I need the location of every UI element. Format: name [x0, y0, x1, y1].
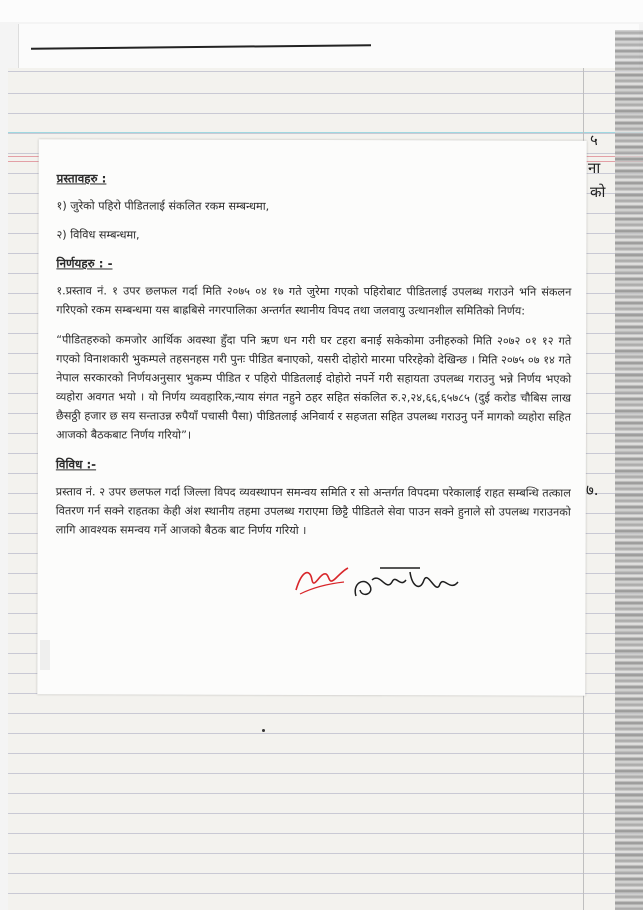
decisions-heading: निर्णयहरु : -: [56, 256, 113, 271]
margin-note: ५: [590, 131, 598, 149]
pasted-minutes-sheet: [37, 139, 586, 695]
proposal-item: २) विविध सम्बन्धमा,: [56, 228, 140, 242]
proposals-heading: प्रस्तावहरु :: [56, 171, 107, 186]
back-sheet-rule: [31, 44, 371, 50]
proposal-item: १) जुरेको पहिरो पीडितलाई संकलित रकम सम्बन्धमा,: [56, 199, 270, 213]
ledger-cyan-line: [8, 132, 643, 133]
misc-decision: प्रस्ताव नं. २ उपर छलफल गर्दा जिल्ला विपद व्यवस्थापन समन्वय समिति र सो अन्तर्गत विपदमा परेकालाई राहत सम्बन्धि तत्काल वितरण गर्न सक्ने राहतका केही अंश स्थानीय तहमा उपलब्ध गराएमा छिट्टै पीडितले सेवा पाउन सक्ने हुनाले सो उपलब्ध गराउनको लागि आवश्यक समन्वय गर्ने आजको बैठक बाट निर्णय गरियो ।: [55, 485, 571, 537]
decision-quote: “पीडितहरुको कमजोर आर्थिक अवस्था हुँदा पनि ऋण धन गरी घर टहरा बनाई सकेकोमा उनीहरुको मिति २०७२ ०१ १२ गते गएको विनाशकारी भुकम्पले तहसनहस गरी पुनः पीडित बनाएको, यसरी दोहोरो मारमा परिरहेको देखिन्छ । मिति २०७५ ०७ १४ गते नेपाल सरकारको निर्णयअनुसार भुकम्प पीडित र पहिरो पीडितलाई दोहोरो नपर्ने गरी सहायता उपलब्ध गराउनु भन्ने निर्णय भएको व्यहोरा अवगत भयो । यो निर्णय व्यवहारिक,न्याय संगत नहुने ठहर सहित संकलित रु.२,२४,६६,६५७८५ (दुई करोड चौबिस लाख छैसठ्ठी हजार छ सय सन्ताउन्न रुपैयाँ पचासी पैसा) पीडितलाई अनिवार्य र सहजता सहित उपलब्ध गराउनु पर्ने मागको व्यहोरा सहित आजको बैठकबाट निर्णय गरियो”।: [55, 333, 572, 442]
black-signature: [350, 562, 470, 607]
minutes-content: [56, 169, 572, 551]
margin-note: को: [590, 183, 606, 201]
scan-top-edge: [0, 0, 643, 22]
decision-intro: १.प्रस्ताव नं. १ उपर छलफल गर्दा मिति २०७५ ०४ १७ गते जुरेमा गएको पहिरोबाट पीडितलाई उपलब्ध गराउने भनि संकलन गरिएको रकम सम्बन्धमा यस बाह्रबिसे नगरपालिका अन्तर्गत स्थानीय विपद तथा जलवायु उत्थानशील समितिको निर्णय:: [56, 284, 572, 318]
margin-note: ना: [588, 159, 601, 177]
ink-dot: [262, 729, 265, 732]
misc-heading: विविध :-: [55, 457, 97, 472]
red-signature: [292, 560, 352, 600]
binding-edge: [615, 30, 643, 910]
margin-note: ७.: [586, 481, 599, 499]
paper-smudge: [40, 640, 50, 670]
